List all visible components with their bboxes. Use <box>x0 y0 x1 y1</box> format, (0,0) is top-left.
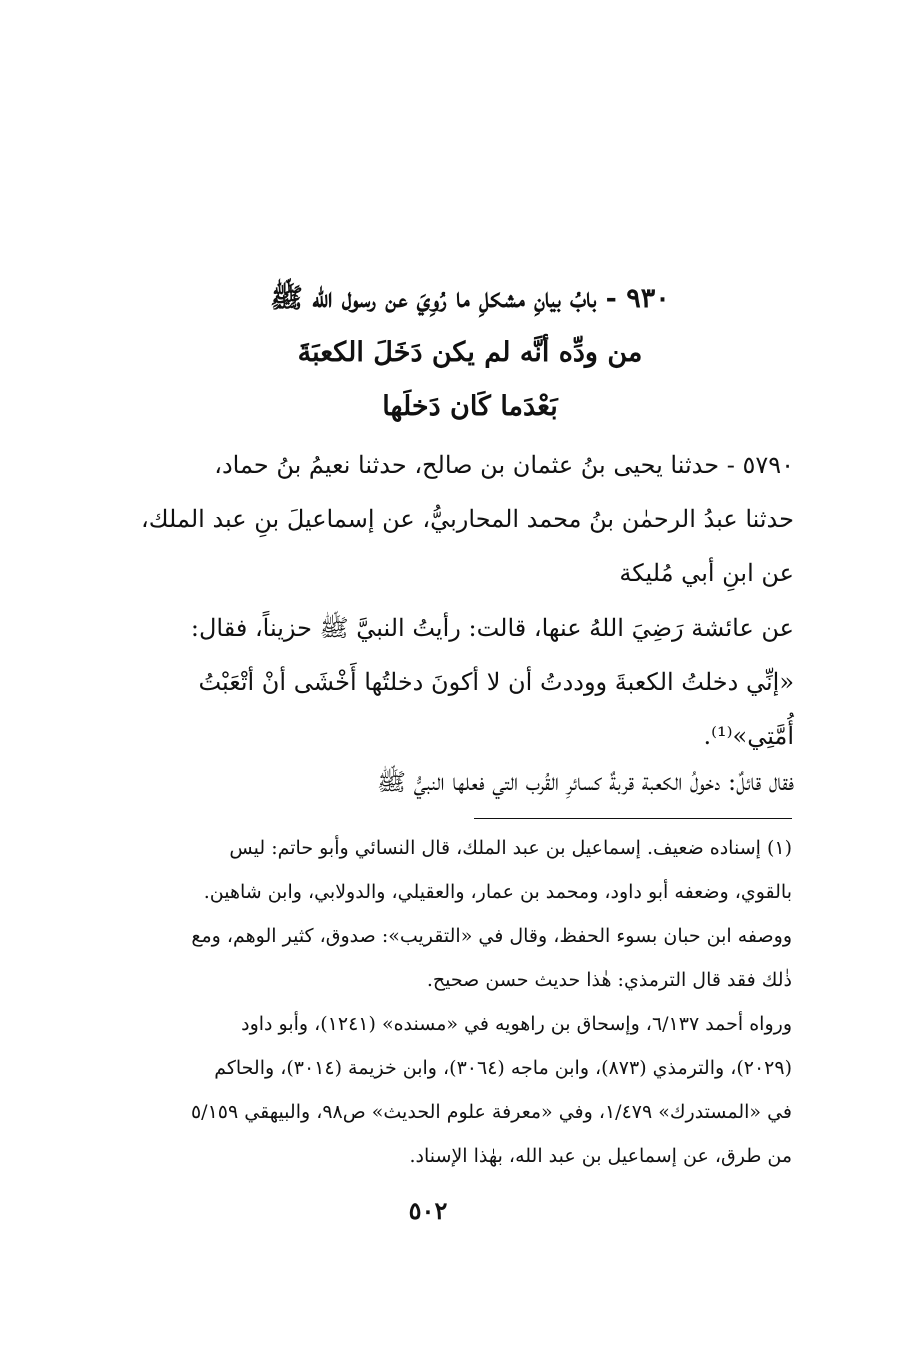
footnote-line: بالقوي، وضعفه أبو داود، ومحمد بن عمار، والعقيلي، والدولابي، وابن شاهين. <box>203 881 792 903</box>
footnote-line: ورواه أحمد ٦/١٣٧، وإسحاق بن راهويه في «مسنده» (١٢٤١)، وأبو داود <box>241 1013 792 1035</box>
chapter-heading-line: ٩٣٠ - بابُ بيانِ مشكلِ ما رُوِيَ عن رسول الله ﷺ <box>270 283 670 314</box>
text-line: أُمَّتِي»⁽¹⁾. <box>703 722 794 750</box>
text-line: عن ابنِ أبي مُليكة <box>619 559 794 587</box>
footnotes <box>92 826 792 1178</box>
footnote-line: ووصفه ابن حبان بسوء الحفظ، وقال في «التقريب»: صدوق، كثير الوهم، ومع <box>191 925 792 947</box>
footnote-line: ذٰلك فقد قال الترمذي: هٰذا حديث حسن صحيح. <box>426 969 792 991</box>
commentary <box>104 755 794 809</box>
hadith-matn <box>104 601 794 763</box>
footnote-line: في «المستدرك» ١/٤٧٩، وفي «معرفة علوم الحديث» ص٩٨، والبيهقي ٥/١٥٩ <box>190 1101 792 1123</box>
footnote-separator <box>474 818 792 819</box>
text-line: حدثنا عبدُ الرحمٰن بنُ محمد المحاربيُّ، عن إسماعيلَ بنِ عبد الملك، <box>141 505 794 533</box>
chapter-heading <box>110 272 830 434</box>
text-line: «إنِّي دخلتُ الكعبةَ ووددتُ أن لا أكونَ دخلتُها أَخْشَى أنْ أتْعَبْتُ <box>198 668 794 696</box>
page-number: ٥٠٢ <box>408 1196 448 1225</box>
chapter-heading-line: بَعْدَما كَان دَخلَها <box>382 391 558 422</box>
text-line: ٥٧٩٠ - حدثنا يحيى بنُ عثمان بن صالح، حدثنا نعيمُ بنُ حماد، <box>214 451 794 479</box>
hadith-isnad <box>104 438 794 600</box>
chapter-heading-line: من ودِّه أنَّه لم يكن دَخَلَ الكعبَةَ <box>297 337 643 368</box>
text-line: عن عائشة رَضِيَ اللهُ عنها، قالت: رأيتُ النبيَّ ﷺ حزيناً، فقال: <box>190 614 794 642</box>
text-line: فقال قائلٌ: دخولُ الكعبة قربةٌ كسائرِ القُرب التي فعلها النبيُّ ﷺ <box>377 768 794 796</box>
footnote-line: (١) إسناده ضعيف. إسماعيل بن عبد الملك، قال النسائي وأبو حاتم: ليس <box>229 837 792 859</box>
footnote-line: من طرق، عن إسماعيل بن عبد الله، بهٰذا الإسناد. <box>409 1145 792 1167</box>
footnote-line: (٢٠٢٩)، والترمذي (٨٧٣)، وابن ماجه (٣٠٦٤)، وابن خزيمة (٣٠١٤)، والحاكم <box>214 1057 792 1079</box>
